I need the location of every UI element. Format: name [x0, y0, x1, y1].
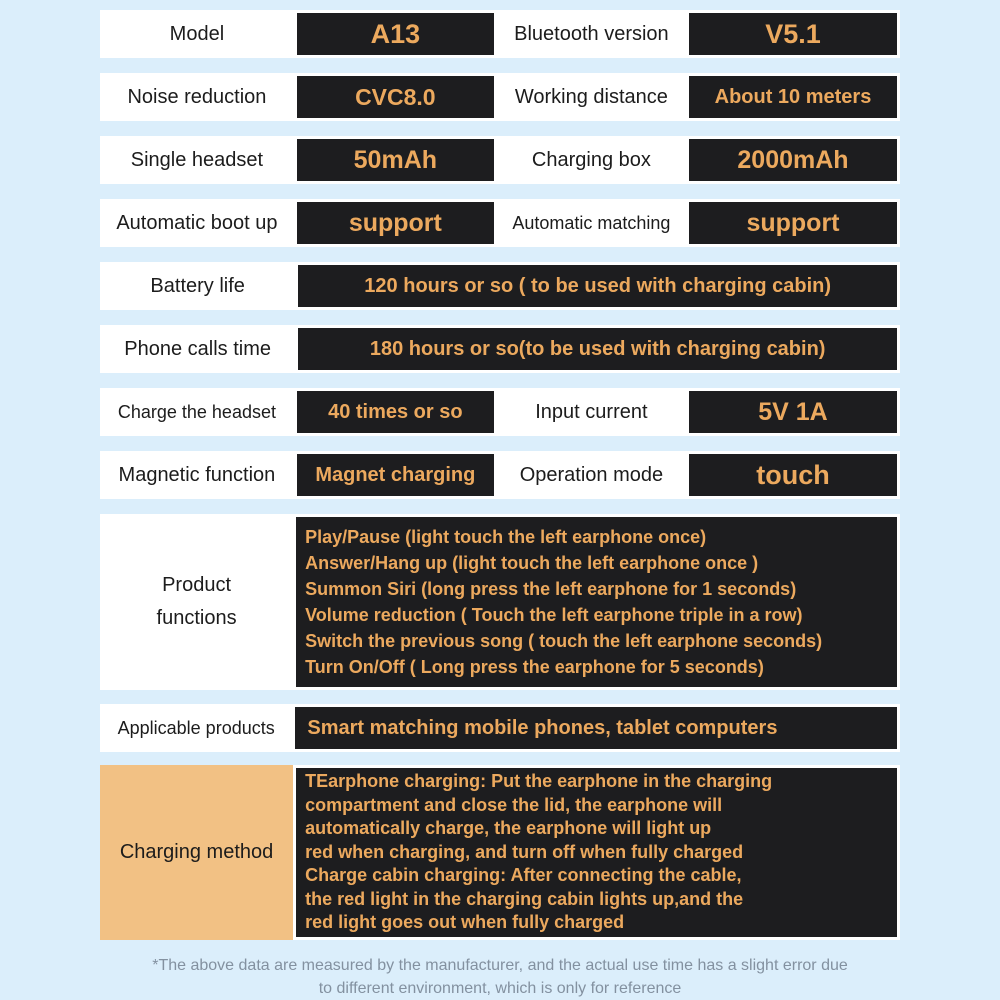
row-charging-method: [100, 765, 900, 940]
row-headset-chargingbox: [100, 136, 900, 184]
single-headset-label: Single headset: [130, 148, 264, 171]
charging-method-line: Charge cabin charging: After connecting the cable,: [305, 865, 742, 886]
automatic-boot-up-label: Automatic boot up: [116, 211, 278, 234]
product-function-item: Volume reduction ( Touch the left earphone triple in a row): [305, 605, 803, 625]
charge-the-headset-value: 40 times or so: [297, 391, 494, 433]
noise-reduction-value: CVC8.0: [297, 76, 494, 118]
row-magnetic-operation: [100, 451, 900, 499]
applicable-products-value: Smart matching mobile phones, tablet computers: [295, 707, 897, 749]
charging-method-line: TEarphone charging: Put the earphone in the charging: [305, 770, 773, 791]
product-functions-label-line1: Product: [162, 574, 232, 596]
product-function-item: Summon Siri (long press the left earphone for 1 seconds): [305, 579, 797, 599]
input-current-value: 5V 1A: [689, 391, 897, 433]
magnetic-function-value: Magnet charging: [297, 454, 494, 496]
row-bootup-matching: [100, 199, 900, 247]
charging-method-line: compartment and close the lid, the earphone will: [305, 794, 723, 815]
automatic-matching-value: support: [689, 202, 897, 244]
battery-life-value: 120 hours or so ( to be used with charging cabin): [298, 265, 897, 307]
phone-calls-time-value: 180 hours or so(to be used with charging cabin): [298, 328, 897, 370]
single-headset-value: 50mAh: [297, 139, 494, 181]
product-function-item: Switch the previous song ( touch the left earphone seconds): [305, 631, 823, 651]
disclaimer-line2: to different environment, which is only for reference: [318, 980, 682, 997]
spec-sheet: [100, 0, 900, 1000]
charging-method-line: the red light in the charging cabin lights up,and the: [305, 888, 744, 909]
row-product-functions: [100, 514, 900, 690]
working-distance-label: Working distance: [514, 85, 668, 108]
product-function-item: Turn On/Off ( Long press the earphone for 5 seconds): [305, 657, 764, 677]
product-functions-label: [100, 514, 293, 690]
input-current-label: Input current: [535, 400, 648, 423]
bluetooth-version-value: V5.1: [689, 13, 897, 55]
charging-box-label: Charging box: [531, 148, 651, 171]
model-label: Model: [169, 22, 225, 45]
disclaimer-line1: *The above data are measured by the manufacturer, and the actual use time has a slight error due: [152, 957, 848, 974]
row-model-bluetooth: [100, 10, 900, 58]
model-value: A13: [297, 13, 494, 55]
operation-mode-value: touch: [689, 454, 897, 496]
battery-life-label: Battery life: [150, 274, 245, 297]
charging-method-line: red light goes out when fully charged: [305, 912, 625, 933]
row-chargetimes-current: [100, 388, 900, 436]
operation-mode-label: Operation mode: [519, 463, 664, 486]
product-function-item: Answer/Hang up (light touch the left earphone once ): [305, 553, 759, 573]
charging-method-line: automatically charge, the earphone will light up: [305, 818, 712, 839]
applicable-products-label: Applicable products: [117, 717, 275, 738]
product-functions-label-line2: functions: [156, 607, 237, 629]
charge-the-headset-label: Charge the headset: [117, 401, 276, 422]
bluetooth-version-label: Bluetooth version: [514, 22, 669, 45]
automatic-boot-up-value: support: [297, 202, 494, 244]
product-functions-value: [296, 517, 897, 687]
row-phone-calls-time: [100, 325, 900, 373]
row-noise-distance: [100, 73, 900, 121]
row-battery-life: [100, 262, 900, 310]
charging-box-value: 2000mAh: [689, 139, 897, 181]
phone-calls-time-label: Phone calls time: [124, 337, 272, 360]
working-distance-value: About 10 meters: [689, 76, 897, 118]
charging-method-label: Charging method: [100, 765, 293, 940]
noise-reduction-label: Noise reduction: [127, 85, 267, 108]
row-applicable-products: [100, 704, 900, 752]
disclaimer-footnote: [0, 954, 1000, 1000]
charging-method-line: red when charging, and turn off when fully charged: [305, 841, 744, 862]
automatic-matching-label: Automatic matching: [512, 212, 671, 233]
charging-method-value: [296, 768, 897, 937]
product-function-item: Play/Pause (light touch the left earphone once): [305, 527, 707, 547]
magnetic-function-label: Magnetic function: [118, 463, 276, 486]
